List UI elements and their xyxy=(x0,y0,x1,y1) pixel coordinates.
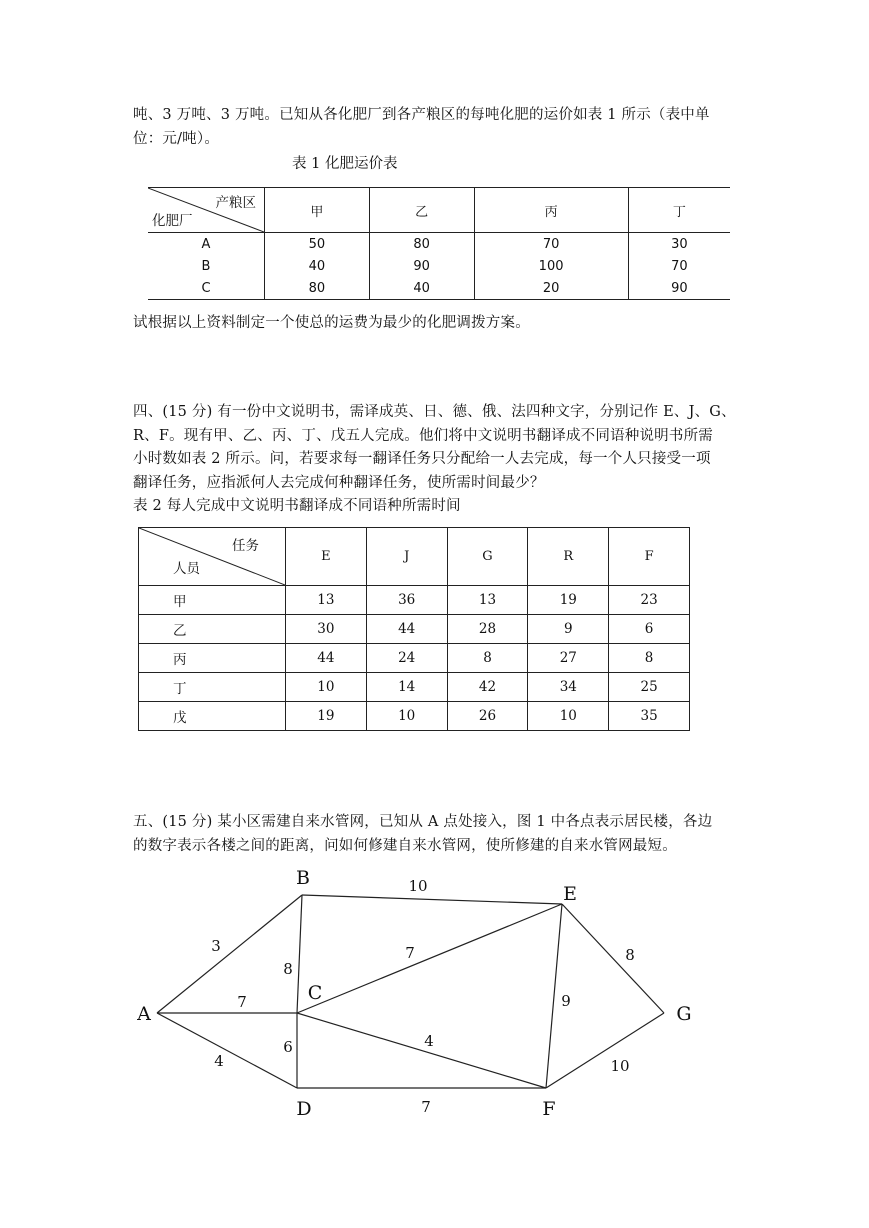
section4-line2: R、F。现有甲、乙、丙、丁、戊五人完成。他们将中文说明书翻译成不同语种说明书所需 xyxy=(133,427,713,444)
cell: 70 xyxy=(474,233,628,256)
edge-E-F xyxy=(546,904,562,1088)
edge-B-C xyxy=(297,895,302,1013)
cell: 13 xyxy=(286,586,367,615)
row-label: 乙 xyxy=(139,615,286,644)
cell: 35 xyxy=(609,702,690,731)
table1-col-header: 乙 xyxy=(369,188,474,233)
cell: 26 xyxy=(447,702,528,731)
node-label-F: F xyxy=(542,1098,556,1120)
section5-line1: 五、(15 分) 某小区需建自来水管网，已知从 A 点处接入，图 1 中各点表示居民楼，各边 xyxy=(133,814,713,830)
edge-A-B xyxy=(157,895,302,1013)
edge-weight-C-E: 7 xyxy=(405,944,415,962)
section4-line4: 翻译任务，应指派何人去完成何种翻译任务，使所需时间最少？ xyxy=(133,474,545,491)
edge-weight-B-E: 10 xyxy=(408,877,428,895)
node-label-A: A xyxy=(137,1003,151,1025)
edge-weight-A-C: 7 xyxy=(237,993,247,1011)
cell: 6 xyxy=(609,615,690,644)
cell: 10 xyxy=(286,673,367,702)
cell: 90 xyxy=(628,277,730,300)
cell: 8 xyxy=(609,644,690,673)
table1-col-header: 甲 xyxy=(265,188,370,233)
edge-weight-A-D: 4 xyxy=(214,1052,224,1070)
cell: 42 xyxy=(447,673,528,702)
cell: 28 xyxy=(447,615,528,644)
table2-col-header: F xyxy=(609,528,690,586)
table1-title: 表 1 化肥运价表 xyxy=(292,156,398,172)
edge-A-D xyxy=(157,1013,297,1088)
edge-B-E xyxy=(302,895,562,904)
cell: 40 xyxy=(265,255,370,277)
section4-line1: 四、(15 分) 有一份中文说明书，需译成英、日、德、俄、法四种文字，分别记作 E、J、G、 xyxy=(133,404,736,420)
edge-weight-C-D: 6 xyxy=(283,1038,293,1056)
section3-question-text: 试根据以上资料制定一个使总的运费为最少的化肥调拨方案。 xyxy=(133,315,530,331)
edge-C-E xyxy=(297,904,562,1013)
row-label: 甲 xyxy=(139,586,286,615)
section5-line2: 的数字表示各楼之间的距离，问如何修建自来水管网，使所修建的自来水管网最短。 xyxy=(133,837,677,854)
cell: 10 xyxy=(366,702,447,731)
cell: 25 xyxy=(609,673,690,702)
table1-corner-bottom: 化肥厂 xyxy=(152,213,193,229)
cell: 30 xyxy=(286,615,367,644)
table2-title: 表 2 每人完成中文说明书翻译成不同语种所需时间 xyxy=(133,498,461,514)
table2-corner-top: 任务 xyxy=(232,538,259,554)
table2-col-header: R xyxy=(528,528,609,586)
cell: 50 xyxy=(265,233,370,256)
cell: 8 xyxy=(447,644,528,673)
edge-weight-B-C: 8 xyxy=(283,960,293,978)
cell: 40 xyxy=(369,277,474,300)
edge-weight-E-F: 9 xyxy=(561,992,571,1010)
table2-col-header: J xyxy=(366,528,447,586)
section3-line1: 吨、3 万吨、3 万吨。已知从各化肥厂到各产粮区的每吨化肥的运价如表 1 所示（表中单 xyxy=(133,107,710,123)
cell: 80 xyxy=(265,277,370,300)
cell: 90 xyxy=(369,255,474,277)
table1-col-header: 丙 xyxy=(474,188,628,233)
cell: 36 xyxy=(366,586,447,615)
edge-weight-A-B: 3 xyxy=(211,937,221,955)
cell: 14 xyxy=(366,673,447,702)
table2-col-header: E xyxy=(286,528,367,586)
node-label-G: G xyxy=(676,1003,692,1025)
node-label-D: D xyxy=(296,1098,312,1120)
row-label: 丁 xyxy=(139,673,286,702)
edge-weight-D-F: 7 xyxy=(421,1098,431,1116)
cell: 34 xyxy=(528,673,609,702)
table1-corner-top: 产粮区 xyxy=(215,195,256,211)
cell: 100 xyxy=(474,255,628,277)
cell: 80 xyxy=(369,233,474,256)
cell: 9 xyxy=(528,615,609,644)
edge-weight-F-G: 10 xyxy=(610,1057,630,1075)
table1-col-header: 丁 xyxy=(628,188,730,233)
cell: 20 xyxy=(474,277,628,300)
node-label-B: B xyxy=(296,867,310,889)
cell: 27 xyxy=(528,644,609,673)
row-label: 丙 xyxy=(139,644,286,673)
cell: 19 xyxy=(528,586,609,615)
cell: 23 xyxy=(609,586,690,615)
cell: 24 xyxy=(366,644,447,673)
node-label-E: E xyxy=(563,883,577,905)
cell: 10 xyxy=(528,702,609,731)
cell: 13 xyxy=(447,586,528,615)
edge-weight-C-F: 4 xyxy=(424,1032,434,1050)
table2-corner-bottom: 人员 xyxy=(173,561,200,577)
row-label: A xyxy=(201,236,211,252)
edge-F-G xyxy=(546,1013,664,1088)
node-label-C: C xyxy=(307,982,323,1004)
cell: 44 xyxy=(286,644,367,673)
row-label: 戊 xyxy=(139,702,286,731)
row-label: B xyxy=(201,258,211,274)
table2-col-header: G xyxy=(447,528,528,586)
cell: 30 xyxy=(628,233,730,256)
cell: 44 xyxy=(366,615,447,644)
edge-C-F xyxy=(297,1013,546,1088)
section3-line2: 位：元/吨）。 xyxy=(133,130,220,147)
cell: 70 xyxy=(628,255,730,277)
section4-line3: 小时数如表 2 所示。问，若要求每一翻译任务只分配给一人去完成，每一个人只接受一项 xyxy=(133,451,711,467)
row-label: C xyxy=(148,277,265,300)
cell: 19 xyxy=(286,702,367,731)
edge-E-G xyxy=(562,904,664,1013)
edge-weight-E-G: 8 xyxy=(625,946,635,964)
